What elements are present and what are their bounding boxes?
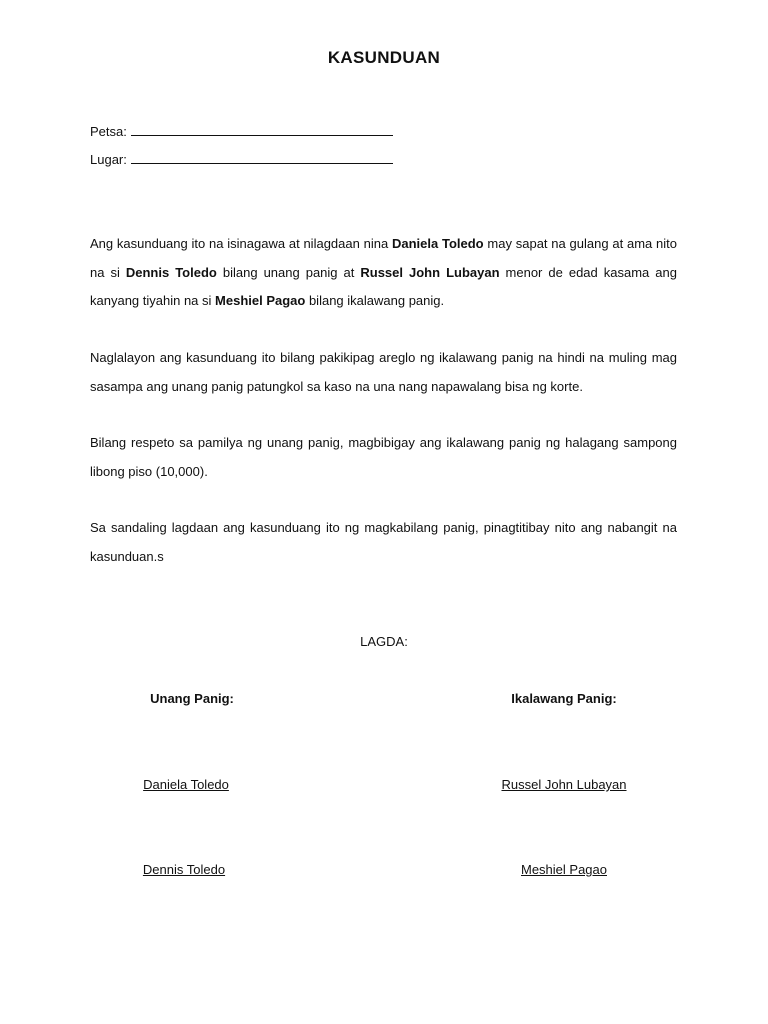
party-name: Meshiel Pagao [215,293,306,308]
party-name: Russel John Lubayan [360,264,500,280]
date-field [90,123,393,139]
place-field [90,151,393,167]
paragraph-parties [90,230,677,316]
paragraph-text: menor de edad kasama ang kanyang tiyahin na si [90,264,677,308]
signatory-name: Russel John Lubayan [501,777,627,792]
date-label: Petsa: [90,124,127,139]
paragraph-purpose: Naglalayon ang kasunduang ito bilang pakikipag areglo ng ikalawang panig na hindi na muling mag sasampa ang unang panig patungkol sa kaso na una nang napawalang bisa ng korte. [90,350,677,394]
paragraph-confirmation: Sa sandaling lagdaan ang kasunduang ito ng magkabilang panig, pinagtitibay nito ang nabangit na kasunduan.s [90,520,677,564]
paragraph-text: Ang kasunduang ito na isinagawa at nilagdaan nina [90,236,392,251]
party-name: Dennis Toledo [125,264,217,280]
place-label: Lugar: [90,152,127,167]
signatory-name: Meshiel Pagao [521,862,607,877]
signatory-name: Dennis Toledo [142,862,226,877]
first-party-heading: Unang Panig: [150,691,234,706]
paragraph-text: bilang ikalawang panig. [305,293,445,308]
signature-heading: LAGDA: [360,634,408,649]
paragraph-text: may sapat na gulang at ama nito na si [90,236,677,280]
place-blank-line [131,151,393,164]
signatory-name: Daniela Toledo [143,777,229,792]
party-name: Daniela Toledo [391,236,484,251]
paragraph-payment: Bilang respeto sa pamilya ng unang panig, magbibigay ang ikalawang panig ng halagang sampong libong piso (10,000). [90,435,677,479]
document-title: KASUNDUAN [327,48,441,67]
date-blank-line [131,123,393,136]
second-party-heading: Ikalawang Panig: [511,691,617,706]
paragraph-text: bilang unang panig at [216,264,361,280]
